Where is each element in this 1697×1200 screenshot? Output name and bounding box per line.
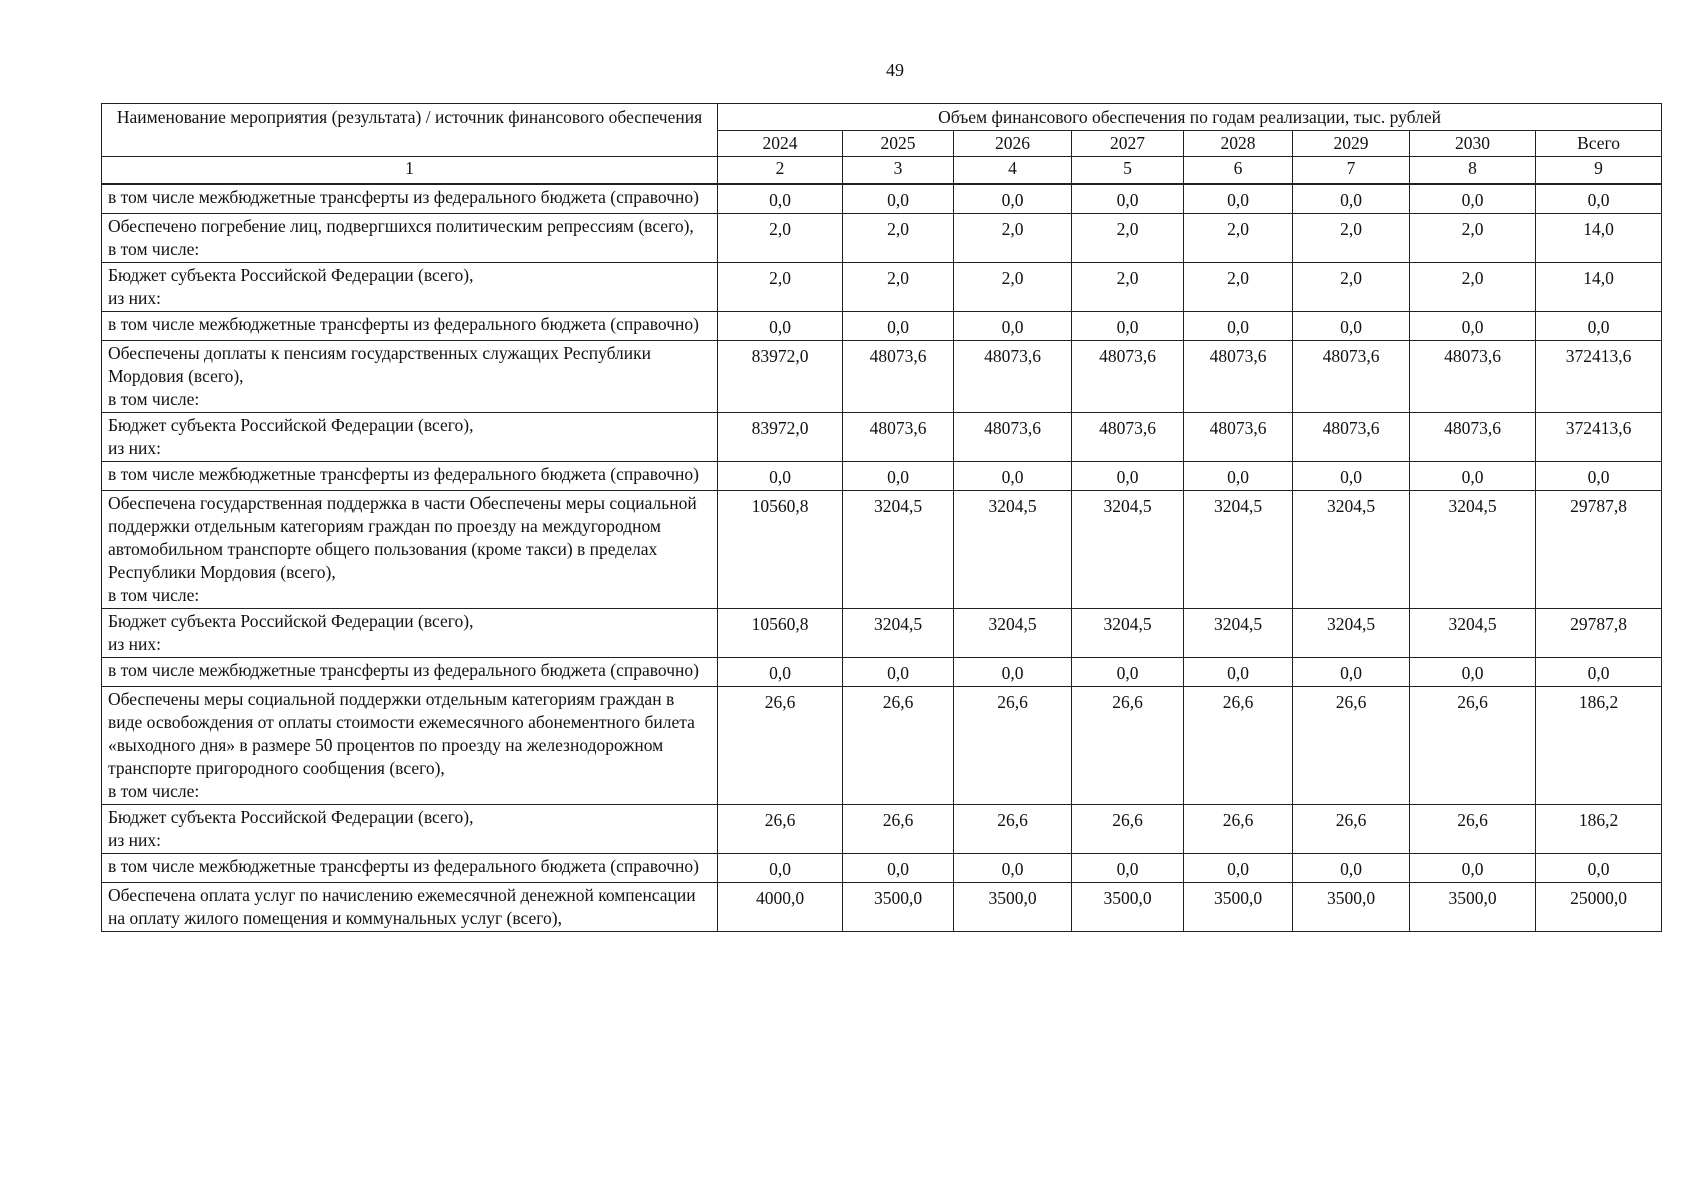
header-year: 2028	[1184, 131, 1293, 157]
row-value-cell: 2,0	[954, 263, 1072, 312]
row-value-cell: 3204,5	[843, 491, 954, 609]
row-value-cell: 0,0	[843, 184, 954, 214]
table-row	[102, 462, 1662, 491]
header-year: 2030	[1410, 131, 1536, 157]
table-row	[102, 658, 1662, 687]
row-value-cell: 26,6	[1293, 687, 1410, 805]
row-total-cell: 0,0	[1536, 184, 1662, 214]
row-value-cell: 83972,0	[718, 413, 843, 462]
row-value-cell: 3204,5	[954, 609, 1072, 658]
column-number: 1	[102, 157, 718, 185]
row-value-cell: 0,0	[1293, 312, 1410, 341]
row-value-cell: 0,0	[1072, 854, 1184, 883]
row-value-cell: 48073,6	[954, 341, 1072, 413]
row-total-cell: 186,2	[1536, 805, 1662, 854]
row-value-cell: 0,0	[1293, 462, 1410, 491]
row-value-cell: 26,6	[718, 687, 843, 805]
row-value-cell: 48073,6	[843, 341, 954, 413]
row-value-cell: 2,0	[1184, 214, 1293, 263]
row-value-cell: 3204,5	[1410, 491, 1536, 609]
row-name-cell: Обеспечены меры социальной поддержки отдельным категориям граждан в виде освобождения от оплаты стоимости ежемесячного абонементного билета «выходного дня» в размере 50 процентов по проезду на железнодорожном транспорте пригородного сообщения (всего), в том числе:	[102, 687, 718, 805]
financing-table	[101, 103, 1662, 932]
row-value-cell: 2,0	[1184, 263, 1293, 312]
row-value-cell: 26,6	[1184, 687, 1293, 805]
row-name-cell: Бюджет субъекта Российской Федерации (всего), из них:	[102, 263, 718, 312]
row-total-cell: 186,2	[1536, 687, 1662, 805]
row-total-cell: 0,0	[1536, 658, 1662, 687]
table-row	[102, 883, 1662, 932]
row-total-cell: 29787,8	[1536, 491, 1662, 609]
row-value-cell: 0,0	[1072, 312, 1184, 341]
row-value-cell: 2,0	[718, 214, 843, 263]
column-number: 5	[1072, 157, 1184, 185]
row-name-cell: в том числе межбюджетные трансферты из федерального бюджета (справочно)	[102, 184, 718, 214]
row-value-cell: 3204,5	[1293, 491, 1410, 609]
row-value-cell: 0,0	[1072, 462, 1184, 491]
row-value-cell: 48073,6	[1072, 341, 1184, 413]
row-value-cell: 0,0	[1184, 854, 1293, 883]
row-value-cell: 0,0	[843, 854, 954, 883]
row-value-cell: 0,0	[1072, 184, 1184, 214]
row-value-cell: 3500,0	[1410, 883, 1536, 932]
row-value-cell: 2,0	[1293, 263, 1410, 312]
row-value-cell: 2,0	[843, 263, 954, 312]
row-value-cell: 0,0	[1410, 658, 1536, 687]
row-value-cell: 48073,6	[1410, 413, 1536, 462]
row-value-cell: 48073,6	[1293, 413, 1410, 462]
row-value-cell: 0,0	[718, 312, 843, 341]
table-row	[102, 413, 1662, 462]
row-value-cell: 0,0	[718, 854, 843, 883]
row-total-cell: 14,0	[1536, 263, 1662, 312]
row-value-cell: 2,0	[718, 263, 843, 312]
row-value-cell: 0,0	[843, 462, 954, 491]
row-total-cell: 14,0	[1536, 214, 1662, 263]
row-name-cell: в том числе межбюджетные трансферты из федерального бюджета (справочно)	[102, 312, 718, 341]
row-name-cell: Обеспечено погребение лиц, подвергшихся политическим репрессиям (всего), в том числе:	[102, 214, 718, 263]
column-number: 7	[1293, 157, 1410, 185]
row-value-cell: 0,0	[1410, 184, 1536, 214]
row-value-cell: 26,6	[843, 687, 954, 805]
table-row	[102, 491, 1662, 609]
row-name-cell: Бюджет субъекта Российской Федерации (всего), из них:	[102, 609, 718, 658]
row-value-cell: 26,6	[1410, 687, 1536, 805]
row-value-cell: 0,0	[1410, 854, 1536, 883]
row-value-cell: 0,0	[718, 658, 843, 687]
table-row	[102, 341, 1662, 413]
row-value-cell: 10560,8	[718, 609, 843, 658]
row-value-cell: 0,0	[1184, 462, 1293, 491]
row-value-cell: 26,6	[1072, 805, 1184, 854]
row-name-cell: Бюджет субъекта Российской Федерации (всего), из них:	[102, 805, 718, 854]
column-number: 4	[954, 157, 1072, 185]
row-total-cell: 0,0	[1536, 312, 1662, 341]
row-total-cell: 29787,8	[1536, 609, 1662, 658]
row-value-cell: 2,0	[1072, 214, 1184, 263]
row-value-cell: 48073,6	[1293, 341, 1410, 413]
row-value-cell: 0,0	[1293, 854, 1410, 883]
row-value-cell: 26,6	[1072, 687, 1184, 805]
header-column-numbers-row	[102, 157, 1662, 185]
row-value-cell: 0,0	[954, 658, 1072, 687]
row-name-cell: Обеспечена государственная поддержка в части Обеспечены меры социальной поддержки отдельным категориям граждан по проезду на междугородном автомобильном транспорте общего пользования (кроме такси) в пределах Республики Мордовия (всего), в том числе:	[102, 491, 718, 609]
row-name-cell: в том числе межбюджетные трансферты из федерального бюджета (справочно)	[102, 462, 718, 491]
row-value-cell: 2,0	[954, 214, 1072, 263]
row-name-cell: Обеспечены доплаты к пенсиям государственных служащих Республики Мордовия (всего), в том числе:	[102, 341, 718, 413]
row-value-cell: 0,0	[954, 184, 1072, 214]
row-total-cell: 372413,6	[1536, 413, 1662, 462]
row-value-cell: 3204,5	[954, 491, 1072, 609]
table-body	[102, 184, 1662, 932]
row-name-cell: в том числе межбюджетные трансферты из федерального бюджета (справочно)	[102, 658, 718, 687]
row-total-cell: 0,0	[1536, 462, 1662, 491]
row-value-cell: 0,0	[843, 658, 954, 687]
table-row	[102, 184, 1662, 214]
row-value-cell: 3204,5	[843, 609, 954, 658]
row-value-cell: 3500,0	[843, 883, 954, 932]
row-value-cell: 0,0	[954, 312, 1072, 341]
row-name-cell: Обеспечена оплата услуг по начислению ежемесячной денежной компенсации на оплату жилого помещения и коммунальных услуг (всего),	[102, 883, 718, 932]
table-row	[102, 263, 1662, 312]
header-year: 2029	[1293, 131, 1410, 157]
row-value-cell: 0,0	[1184, 312, 1293, 341]
row-value-cell: 3500,0	[1293, 883, 1410, 932]
row-value-cell: 2,0	[843, 214, 954, 263]
row-value-cell: 0,0	[1072, 658, 1184, 687]
row-value-cell: 48073,6	[1072, 413, 1184, 462]
row-value-cell: 0,0	[1184, 658, 1293, 687]
row-value-cell: 26,6	[954, 687, 1072, 805]
row-value-cell: 26,6	[1184, 805, 1293, 854]
row-total-cell: 0,0	[1536, 854, 1662, 883]
row-value-cell: 0,0	[718, 462, 843, 491]
row-value-cell: 26,6	[843, 805, 954, 854]
row-value-cell: 0,0	[954, 462, 1072, 491]
table-row	[102, 854, 1662, 883]
row-value-cell: 3204,5	[1072, 491, 1184, 609]
header-volume-column: Объем финансового обеспечения по годам реализации, тыс. рублей	[718, 104, 1662, 131]
table-row	[102, 312, 1662, 341]
row-value-cell: 26,6	[1293, 805, 1410, 854]
column-number: 3	[843, 157, 954, 185]
row-value-cell: 26,6	[954, 805, 1072, 854]
header-name-column: Наименование мероприятия (результата) / источник финансового обеспечения	[102, 104, 718, 157]
row-total-cell: 25000,0	[1536, 883, 1662, 932]
row-value-cell: 4000,0	[718, 883, 843, 932]
header-year: 2025	[843, 131, 954, 157]
row-value-cell: 3204,5	[1293, 609, 1410, 658]
row-value-cell: 48073,6	[954, 413, 1072, 462]
header-year: 2024	[718, 131, 843, 157]
row-total-cell: 372413,6	[1536, 341, 1662, 413]
row-value-cell: 3204,5	[1072, 609, 1184, 658]
page-number: 49	[886, 60, 904, 80]
row-value-cell: 2,0	[1410, 214, 1536, 263]
row-value-cell: 26,6	[718, 805, 843, 854]
column-number: 2	[718, 157, 843, 185]
row-value-cell: 2,0	[1072, 263, 1184, 312]
row-value-cell: 0,0	[954, 854, 1072, 883]
row-value-cell: 3500,0	[1072, 883, 1184, 932]
row-value-cell: 3204,5	[1184, 491, 1293, 609]
row-value-cell: 0,0	[1410, 462, 1536, 491]
row-name-cell: Бюджет субъекта Российской Федерации (всего), из них:	[102, 413, 718, 462]
row-name-cell: в том числе межбюджетные трансферты из федерального бюджета (справочно)	[102, 854, 718, 883]
column-number: 9	[1536, 157, 1662, 185]
header-year: 2027	[1072, 131, 1184, 157]
header-total: Всего	[1536, 131, 1662, 157]
table-row	[102, 214, 1662, 263]
row-value-cell: 26,6	[1410, 805, 1536, 854]
row-value-cell: 0,0	[718, 184, 843, 214]
table-row	[102, 609, 1662, 658]
row-value-cell: 2,0	[1410, 263, 1536, 312]
row-value-cell: 0,0	[843, 312, 954, 341]
row-value-cell: 3500,0	[954, 883, 1072, 932]
row-value-cell: 3500,0	[1184, 883, 1293, 932]
row-value-cell: 0,0	[1293, 658, 1410, 687]
row-value-cell: 3204,5	[1184, 609, 1293, 658]
row-value-cell: 2,0	[1293, 214, 1410, 263]
row-value-cell: 48073,6	[1184, 413, 1293, 462]
row-value-cell: 48073,6	[1184, 341, 1293, 413]
column-number: 6	[1184, 157, 1293, 185]
row-value-cell: 0,0	[1293, 184, 1410, 214]
row-value-cell: 83972,0	[718, 341, 843, 413]
column-number: 8	[1410, 157, 1536, 185]
row-value-cell: 48073,6	[1410, 341, 1536, 413]
header-year: 2026	[954, 131, 1072, 157]
row-value-cell: 3204,5	[1410, 609, 1536, 658]
row-value-cell: 0,0	[1410, 312, 1536, 341]
table-header	[102, 104, 1662, 185]
row-value-cell: 48073,6	[843, 413, 954, 462]
row-value-cell: 0,0	[1184, 184, 1293, 214]
row-value-cell: 10560,8	[718, 491, 843, 609]
table-row	[102, 805, 1662, 854]
table-row	[102, 687, 1662, 805]
